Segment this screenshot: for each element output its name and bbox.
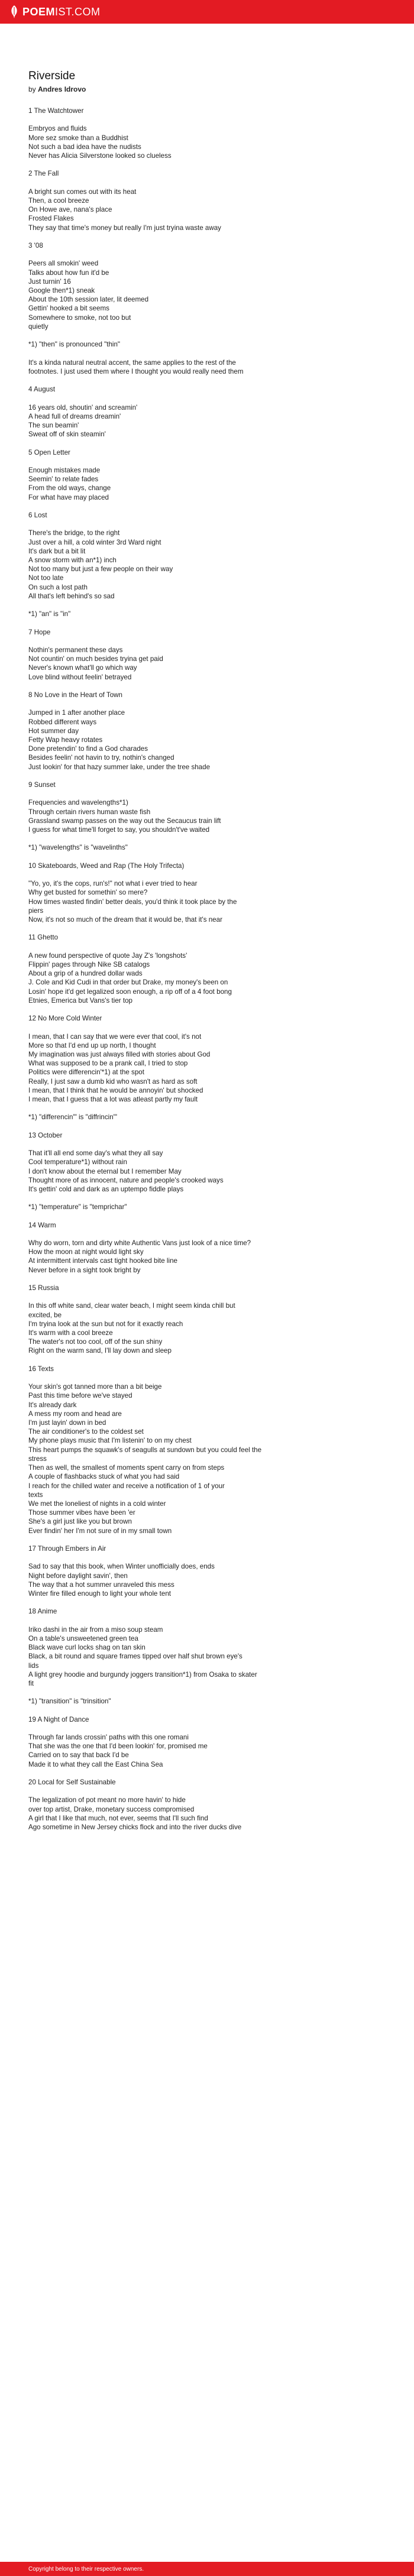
stanza-break xyxy=(28,1598,386,1607)
stanza-break xyxy=(28,1373,386,1382)
poem-line: I guess for what time'll forget to say, you shouldn't've waited xyxy=(28,825,210,834)
poem-line: It's gettin' cold and dark as an uptempo fiddle plays xyxy=(28,1185,184,1193)
poem-body xyxy=(28,106,386,1832)
stanza-break xyxy=(28,924,386,933)
stanza-break xyxy=(28,1230,386,1239)
stanza-break xyxy=(28,1616,386,1625)
poem-line: Gettin' hooked a bit seems xyxy=(28,304,109,313)
poem-line: My phone plays music that I'm listenin' to on my chest xyxy=(28,1437,192,1445)
poem-line: Through far lands crossin' paths with this one romani xyxy=(28,1733,189,1742)
poem-line: Really, I just saw a dumb kid who wasn't as hard as soft xyxy=(28,1077,198,1086)
poem-line: Ever findin' her I'm not sure of in my small town xyxy=(28,1527,172,1535)
poem-line: stress xyxy=(28,1454,47,1463)
poem-line: I mean, that I think that he would be annoyin' but shocked xyxy=(28,1086,203,1094)
stanza-break xyxy=(28,1787,386,1796)
poem-byline xyxy=(28,85,386,93)
poem-line: Google then*1) sneak xyxy=(28,286,95,294)
stanza-break xyxy=(28,331,386,340)
poem-line: On a table's unsweetened green tea xyxy=(28,1634,138,1642)
poem-line: 8 No Love in the Heart of Town xyxy=(28,691,122,699)
poem-line: It's a kinda natural neutral accent, the same applies to the rest of the xyxy=(28,358,236,367)
stanza-break xyxy=(28,160,386,169)
poem-line: texts xyxy=(28,1490,43,1499)
poem-line: More sez smoke than a Buddhist xyxy=(28,134,128,142)
poem-line: A snow storm with an*1) inch xyxy=(28,556,117,564)
poem-line: Just turnin' 16 xyxy=(28,277,71,286)
poem-line: Cool temperature*1) without rain xyxy=(28,1158,127,1167)
stanza-break xyxy=(28,1212,386,1221)
poem-line: over top artist, Drake, monetary success compromised xyxy=(28,1805,195,1813)
poem-line: *1) "transition" is "trinsition" xyxy=(28,1697,111,1706)
poem-line: Black wave curl locks shag on tan skin xyxy=(28,1644,145,1652)
poem-title: Riverside xyxy=(28,70,76,82)
poem-line: 14 Warm xyxy=(28,1221,56,1229)
stanza-break xyxy=(28,1122,386,1131)
poem-line: Just lookin' for that hazy summer lake, under the tree shade xyxy=(28,763,211,771)
poem-line: Never has Alicia Silverstone looked so clueless xyxy=(28,152,172,160)
poem-line: 7 Hope xyxy=(28,628,51,636)
poem-line: *1) "temperature" is "temprichar" xyxy=(28,1203,127,1211)
poem-line: Why do worn, torn and dirty white Authentic Vans just look of a nice time? xyxy=(28,1239,251,1248)
poem-line: From the old ways, change xyxy=(28,484,111,492)
poem-line: More so that I'd end up up north, I thought xyxy=(28,1041,156,1049)
stanza-break xyxy=(28,1292,386,1301)
poem-line: It's warm with a cool breeze xyxy=(28,1329,113,1337)
poem-line: About a grip of a hundred dollar wads xyxy=(28,970,143,978)
poem-line: I'm tryina look at the sun but not for it exactly reach xyxy=(28,1320,183,1328)
poem-line: At intermittent intervals cast tight hooked bite line xyxy=(28,1257,177,1265)
poem-line: 5 Open Letter xyxy=(28,448,70,456)
poem-line: 10 Skateboards, Weed and Rap (The Holy Trifecta) xyxy=(28,861,185,870)
stanza-break xyxy=(28,618,386,627)
poem-line: *1) "then" is pronounced "thin" xyxy=(28,341,121,349)
footer-bar xyxy=(0,2562,414,2576)
stanza-break xyxy=(28,772,386,780)
poem-line: A girl that I like that much, not ever, seems that I'll such find xyxy=(28,1814,208,1822)
poem-line: All that's left behind's so sad xyxy=(28,592,115,600)
poem-line: Winter fire filled enough to light your whole tent xyxy=(28,1589,172,1598)
poem-line: That she was the one that I'd been lookin' for, promised me xyxy=(28,1742,208,1751)
poem-line: 15 Russia xyxy=(28,1284,59,1292)
stanza-break xyxy=(28,394,386,403)
poem-line: Made it to what they call the East China Sea xyxy=(28,1760,163,1768)
poem-line: 13 October xyxy=(28,1131,63,1139)
poem-line: This heart pumps the squawk's of seagulls at sundown but you could feel the xyxy=(28,1446,262,1454)
poem-line: J. Cole and Kid Cudi in that order but Drake, my money's been on xyxy=(28,978,228,987)
poem-line: The air conditioner's to the coldest set xyxy=(28,1428,144,1436)
poem-line: Somewhere to smoke, not too but xyxy=(28,313,131,322)
poem-line: Those summer vibes have been 'er xyxy=(28,1509,135,1517)
poem-line: 1 The Watchtower xyxy=(28,107,84,115)
poem-line: 20 Local for Self Sustainable xyxy=(28,1778,116,1787)
poem-line: A bright sun comes out with its heat xyxy=(28,187,137,196)
poem-line: Love blind without feelin' betrayed xyxy=(28,673,132,681)
copyright-text: Copyright belong to their respective owners. xyxy=(28,2565,144,2572)
poem-line: Jumped in 1 after another place xyxy=(28,709,125,717)
poem-line: Ago sometime in New Jersey chicks flock and into the river ducks dive xyxy=(28,1823,242,1832)
poem-line: It's already dark xyxy=(28,1401,77,1409)
poem-line: lids xyxy=(28,1661,39,1670)
poem-line: Iriko dashi in the air from a miso soup steam xyxy=(28,1625,163,1634)
poem-line: Then, a cool breeze xyxy=(28,196,89,205)
poem-line: Seemin' to relate fades xyxy=(28,475,99,484)
poem-line: 11 Ghetto xyxy=(28,934,59,942)
poem-line: 18 Anime xyxy=(28,1608,57,1616)
poem-line: 17 Through Embers in Air xyxy=(28,1544,106,1553)
poem-line: The way that a hot summer unraveled this mess xyxy=(28,1580,174,1589)
stanza-break xyxy=(28,1275,386,1284)
stanza-break xyxy=(28,1724,386,1733)
poem-line: Fetty Wap heavy rotates xyxy=(28,735,103,744)
poem-line: My imagination was just always filled with stories about God xyxy=(28,1050,211,1058)
stanza-break xyxy=(28,1535,386,1544)
poem-line: fit xyxy=(28,1679,34,1687)
stanza-break xyxy=(28,942,386,951)
poem-line: Thought more of as innocent, nature and people's crooked ways xyxy=(28,1176,224,1184)
poem-line: Embryos and fluids xyxy=(28,125,87,133)
poem-line: The legalization of pot meant no more havin' to hide xyxy=(28,1796,186,1804)
stanza-break xyxy=(28,1688,386,1697)
stanza-break xyxy=(28,179,386,187)
poem-line: Now, it's not so much of the dream that it would be, that it's near xyxy=(28,915,222,924)
stanza-break xyxy=(28,1194,386,1203)
poem-line: A head full of dreams dreamin' xyxy=(28,412,121,420)
poem-line: I don't know about the eternal but I remember May xyxy=(28,1167,182,1175)
site-name-light: IST.COM xyxy=(55,5,101,18)
poem-line: 12 No More Cold Winter xyxy=(28,1015,102,1023)
poem-line: I'm just layin' down in bed xyxy=(28,1419,106,1427)
poem-line: A new found perspective of quote Jay Z's 'longshots' xyxy=(28,951,187,960)
stanza-break xyxy=(28,1104,386,1113)
poem-line: 4 August xyxy=(28,385,56,394)
poem-line: Besides feelin' not havin to try, nothin's changed xyxy=(28,754,174,762)
poem-line: Hot summer day xyxy=(28,727,79,735)
byline-prefix: by xyxy=(28,85,38,93)
poem-line: Not such a bad idea have the nudists xyxy=(28,142,141,151)
stanza-break xyxy=(28,457,386,466)
poem-line: 3 '08 xyxy=(28,241,43,250)
poem-line: About the 10th session later, lit deemed xyxy=(28,296,149,304)
stanza-break xyxy=(28,1769,386,1778)
poem-line: They say that time's money but really I'm just tryina waste away xyxy=(28,223,221,232)
poem-line: 9 Sunset xyxy=(28,780,56,789)
poem-line: Not countin' on much besides tryina get paid xyxy=(28,655,163,663)
poem-line: Right on the warm sand, I'll lay down and sleep xyxy=(28,1347,172,1355)
poem-line: 16 years old, shoutin' and screamin' xyxy=(28,403,138,411)
poem-line: 6 Lost xyxy=(28,511,47,519)
poem-line: Grassland swamp passes on the way out the Secaucus train lift xyxy=(28,816,221,825)
poem-line: Enough mistakes made xyxy=(28,466,101,474)
poem-line: What was supposed to be a prank call, I tried to stop xyxy=(28,1059,188,1068)
stanza-break xyxy=(28,115,386,124)
poem-line: Talks about how fun it'd be xyxy=(28,268,109,277)
poem-line: *1) "differencin'" is "diffrincin'" xyxy=(28,1113,117,1122)
poem-line: Sad to say that this book, when Winter unofficially does, ends xyxy=(28,1563,215,1571)
poem-line: *1) "an" is "in" xyxy=(28,610,71,618)
poem-line: That it'll all end some day's what they all say xyxy=(28,1149,163,1158)
stanza-break xyxy=(28,1356,386,1365)
poem-line: The water's not too cool, off of the sun shiny xyxy=(28,1338,163,1346)
poem-line: Just over a hill, a cold winter 3rd Ward night xyxy=(28,538,161,546)
poem-line: We met the loneliest of nights in a cold winter xyxy=(28,1499,166,1508)
poem-line: On Howe ave, nana's place xyxy=(28,206,112,214)
poem-line: Flippin' pages through Nike SB catalogs xyxy=(28,960,150,968)
stanza-break xyxy=(28,1553,386,1562)
poem-line: A light grey hoodie and burgundy joggers transition*1) from Osaka to skater xyxy=(28,1670,257,1679)
poem-line: In this off white sand, clear water beach, I might seem kinda chill but xyxy=(28,1302,235,1310)
poem-line: 2 The Fall xyxy=(28,170,59,178)
poem-line: Never's known what'll go which way xyxy=(28,664,137,672)
poem-line: There's the bridge, to the right xyxy=(28,529,120,537)
poem-line: She's a girl just like you but brown xyxy=(28,1518,132,1526)
poem-line: Nothin's permanent these days xyxy=(28,646,123,654)
poem-line: For what have may placed xyxy=(28,493,109,501)
poem-line: On such a lost path xyxy=(28,583,88,591)
stanza-break xyxy=(28,439,386,448)
poem-line: Sweat off of skin steamin' xyxy=(28,430,106,439)
stanza-break xyxy=(28,789,386,798)
poem-line: excited, be xyxy=(28,1311,62,1319)
stanza-break xyxy=(28,349,386,358)
stanza-break xyxy=(28,1706,386,1715)
poem-line: Never before in a sight took bright by xyxy=(28,1266,141,1274)
stanza-break xyxy=(28,1023,386,1032)
poem-line: I reach for the chilled water and receive a notification of 1 of your xyxy=(28,1482,225,1490)
stanza-break xyxy=(28,376,386,385)
stanza-break xyxy=(28,520,386,529)
poem-line: Why get busted for somethin' so mere? xyxy=(28,889,148,897)
poem-line: Your skin's got tanned more than a bit beige xyxy=(28,1383,162,1391)
site-logo[interactable] xyxy=(9,5,101,18)
poem-line: Frequencies and wavelengths*1) xyxy=(28,799,128,807)
poem-line: Etnies, Emerica but Vans's tier top xyxy=(28,996,132,1005)
poem-line: Losin' hope it'd get legalized soon enough, a rip off of a 4 foot bong xyxy=(28,987,232,996)
poem-line: How times wasted findin' better deals, you'd think it took place by the xyxy=(28,897,237,906)
top-bar xyxy=(0,0,414,24)
quill-pen-icon xyxy=(9,5,19,18)
stanza-break xyxy=(28,682,386,691)
stanza-break xyxy=(28,250,386,259)
stanza-break xyxy=(28,637,386,646)
poem-line: Peers all smokin' weed xyxy=(28,260,99,268)
stanza-break xyxy=(28,834,386,843)
poem-line: Carried on to say that back I'd be xyxy=(28,1751,129,1760)
poem-line: Past this time before we've stayed xyxy=(28,1392,132,1400)
poem-author[interactable]: Andres Idrovo xyxy=(38,85,86,93)
stanza-break xyxy=(28,853,386,861)
stanza-break xyxy=(28,232,386,241)
poem-line: I mean, that I can say that we were ever that cool, it's not xyxy=(28,1032,202,1041)
stanza-break xyxy=(28,1140,386,1149)
poem-line: The sun beamin' xyxy=(28,421,79,429)
poem-line: I mean, that I guess that a lot was atleast partly my fault xyxy=(28,1095,198,1103)
poem-line: Through certain rivers human waste fish xyxy=(28,808,151,816)
poem-line: piers xyxy=(28,906,44,915)
site-name-bold: POEM xyxy=(22,5,56,18)
poem-line: 19 A Night of Dance xyxy=(28,1715,89,1723)
poem-line: Frosted Flakes xyxy=(28,215,74,223)
poem-line: Black, a bit round and square frames tipped over half shut brown eye's xyxy=(28,1652,242,1661)
poem-page xyxy=(0,24,414,2562)
poem-line: Robbed different ways xyxy=(28,718,97,726)
poem-line: *1) "wavelengths" is "wavelinths" xyxy=(28,844,128,852)
stanza-break xyxy=(28,699,386,708)
poem-line: Then as well, the smallest of moments spent carry on from steps xyxy=(28,1464,225,1472)
poem-line: It's dark but a bit lit xyxy=(28,547,86,555)
poem-line: A mess my room and head are xyxy=(28,1409,122,1418)
poem-line: Politics were differencin'*1) at the spot xyxy=(28,1068,144,1077)
poem-line: Not too late xyxy=(28,574,64,582)
poem-line: footnotes. I just used them where I thought you would really need them xyxy=(28,367,244,375)
poem-line: Night before daylight savin', then xyxy=(28,1571,128,1580)
poem-line: A couple of flashbacks stuck of what you had said xyxy=(28,1473,180,1481)
stanza-break xyxy=(28,601,386,610)
poem-line: Done pretendin' to find a God charades xyxy=(28,745,148,753)
poem-line: 16 Texts xyxy=(28,1365,54,1373)
stanza-break xyxy=(28,502,386,511)
poem-line: How the moon at night would light sky xyxy=(28,1248,144,1256)
stanza-break xyxy=(28,1005,386,1014)
poem-line: "Yo, yo, it's the cops, run's!" not what i ever tried to hear xyxy=(28,880,198,888)
poem-line: quietly xyxy=(28,322,48,330)
stanza-break xyxy=(28,870,386,879)
poem-line: Not too many but just a few people on their way xyxy=(28,565,173,573)
